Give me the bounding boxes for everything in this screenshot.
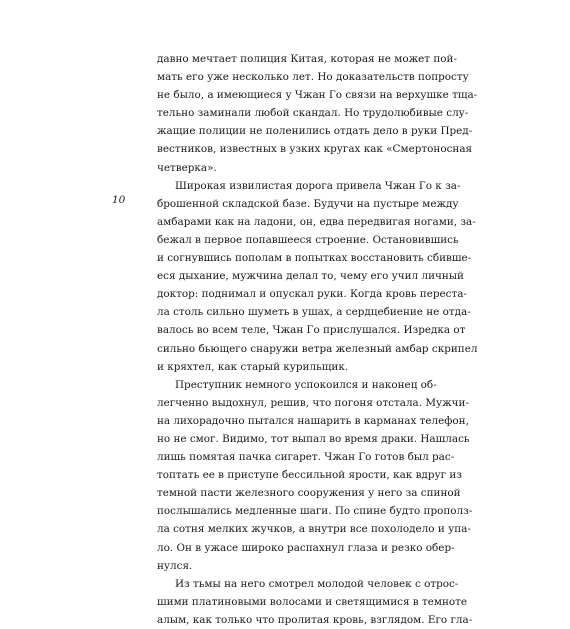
text-line: но не смог. Видимо, тот выпал во время драки. Нашлась — [157, 432, 470, 445]
text-line: тельно заминали любой скандал. Но трудолюбивые слу- — [157, 107, 469, 120]
text-line: лишь помятая пачка сигарет. Чжан Го готов был рас- — [157, 451, 455, 464]
text-line: алым, как только что пролитая кровь, взглядом. Его гла- — [157, 613, 473, 626]
line-number-marker: 10 — [112, 194, 126, 206]
text-line: и кряхтел, как старый курильщик. — [157, 360, 349, 373]
text-line: ло. Он в ужасе широко распахнул глаза и резко обер- — [157, 541, 455, 554]
text-line: на лихорадочно пытался нашарить в карманах телефон, — [157, 414, 469, 427]
text-line: брошенной складской базе. Будучи на пустыре между — [157, 197, 459, 210]
text-line: Из тьмы на него смотрел молодой человек с отрос- — [175, 577, 459, 590]
text-line: ла столь сильно шуметь в ушах, а сердцебиение не отда- — [157, 306, 471, 319]
text-line: сильно бьющего снаружи ветра железный амбар скрипел — [157, 342, 478, 355]
text-line: шими платиновыми волосами и светящимися в темноте — [157, 595, 468, 608]
text-line: мать его уже несколько лет. Но доказательств попросту — [157, 71, 469, 84]
text-line: послышались медленные шаги. По спине будто прополз- — [157, 505, 473, 518]
text-line: доктор: поднимал и опускал руки. Когда кровь переста- — [157, 288, 467, 301]
text-line: амбарами как на ладони, он, едва передвигая ногами, за- — [157, 215, 476, 228]
text-line: и согнувшись пополам в попытках восстановить сбивше- — [157, 252, 472, 265]
text-line: четверка». — [157, 161, 217, 174]
text-line: Преступник немного успокоился и наконец об- — [175, 378, 437, 391]
text-line: вестников, известных в узких кругах как «Смертоносная — [157, 143, 473, 156]
text-line: темной пасти железного сооружения у него за спиной — [157, 487, 461, 500]
text-line: бежал в первое попавшееся строение. Остановившись — [157, 233, 459, 246]
text-line: давно мечтает полиция Китая, которая не может пой- — [157, 53, 457, 65]
text-line: ла сотня мелких жучков, а внутри все похолодело и упа- — [157, 523, 471, 536]
body-text — [157, 50, 478, 629]
text-line: жащие полиции не поленились отдать дело в руки Пред- — [157, 125, 473, 138]
text-line: Широкая извилистая дорога привела Чжан Го к за- — [175, 179, 461, 192]
text-line: легченно выдохнул, решив, что погоня отстала. Мужчи- — [157, 396, 469, 409]
text-line: не было, а имеющиеся у Чжан Го связи на верхушке тща- — [157, 89, 478, 102]
text-line: нулся. — [157, 559, 193, 572]
text-line: еся дыхание, мужчина делал то, чему его учил личный — [157, 270, 464, 283]
text-line: валось во всем теле, Чжан Го прислушался. Изредка от — [157, 324, 466, 337]
text-line: топтать ее в приступе бессильной ярости, как вдруг из — [157, 469, 462, 482]
